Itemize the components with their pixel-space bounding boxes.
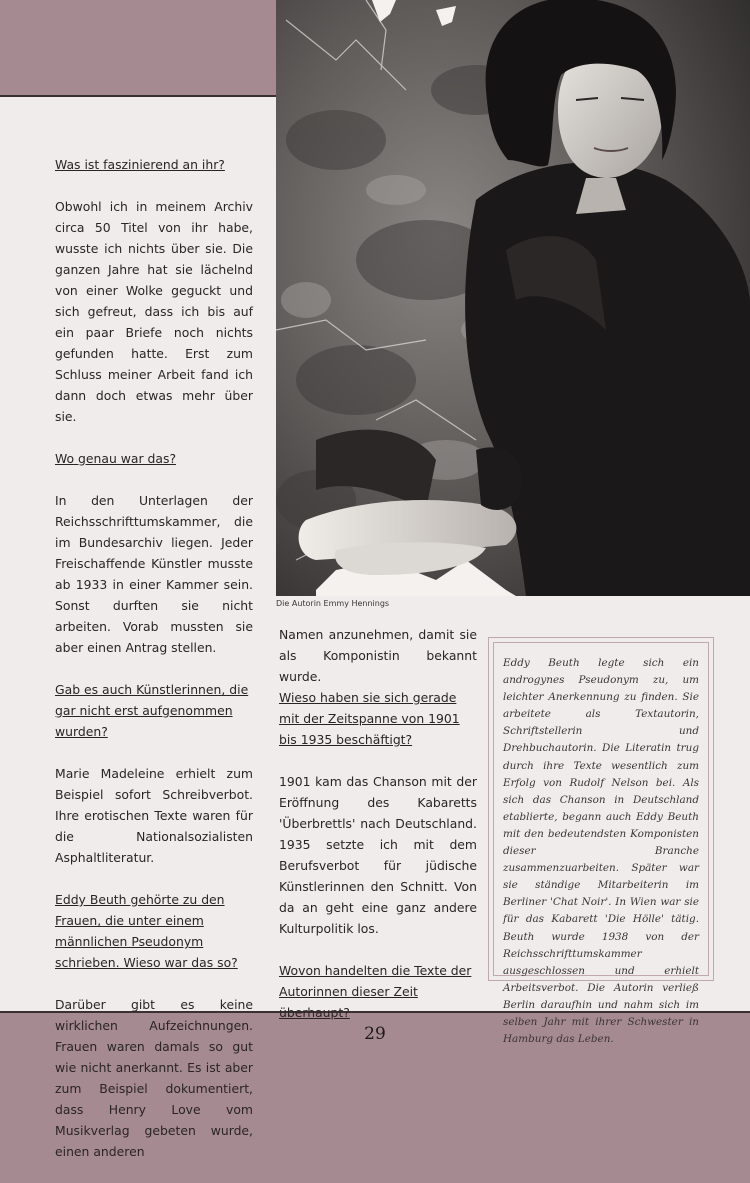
portrait-photo — [276, 0, 750, 596]
interview-question: Was ist faszinierend an ihr? — [55, 157, 225, 172]
interview-answer: Obwohl ich in meinem Archiv circa 50 Titel von ihr habe, wusste ich nichts über sie. Die ganzen Jahre hat sie lächelnd von einer Wolke geguckt und sich gefreut, dass ich bis auf ein paar Briefe noch nichts gefunden hatte. Erst zum Schluss meiner Arbeit fand ich dann doch etwas mehr über sie. — [55, 199, 253, 424]
text-column-middle — [279, 624, 477, 1044]
page-number: 29 — [364, 1024, 386, 1044]
interview-question: Wovon handelten die Texte der Autorinnen dieser Zeit überhaupt? — [279, 963, 472, 1020]
interview-answer: Darüber gibt es keine wirklichen Aufzeichnungen. Frauen waren damals so gut wie nicht anerkannt. Es ist aber zum Beispiel dokumentiert, dass Henry Love vom Musikverlag gebeten wurde, einen anderen — [55, 997, 253, 1159]
interview-answer: Namen anzunehmen, damit sie als Komponistin bekannt wurde. — [279, 627, 477, 684]
photo-caption: Die Autorin Emmy Hennings — [276, 599, 390, 608]
interview-answer: Marie Madeleine erhielt zum Beispiel sofort Schreibverbot. Ihre erotischen Texte waren für die Nationalsozialisten Asphaltliteratur. — [55, 766, 253, 865]
interview-answer: In den Unterlagen der Reichsschrifttumskammer, die im Bundesarchiv liegen. Jeder Freischaffende Künstler musste ab 1933 in einer Kammer sein. Sonst durften sie nicht arbeiten. Vorab mussten sie aber einen Antrag stellen. — [55, 493, 253, 655]
interview-question: Eddy Beuth gehörte zu den Frauen, die unter einem männlichen Pseudonym schrieben. Wieso war das so? — [55, 892, 238, 970]
sidebar-inner-frame — [493, 642, 709, 1046]
sidebar-text: Eddy Beuth legte sich ein androgynes Pseudonym zu, um leichter Anerkennung zu finden. Sie arbeitete als Textautorin, Schriftstellerin und Drehbuchautorin. Die Literatin trug durch ihre Texte wesentlich zum Erfolg von Rudolf Nelson bei. Als sich das Chanson in Deutschland etablierte, begann auch Eddy Beuth mit den bedeutendsten Komponisten dieser Branche zusammenzuarbeiten. Später war sie ständige Mitarbeiterin im Berliner 'Chat Noir'. In Wien war sie für das Kabarett 'Die Hölle' tätig. Beuth wurde 1938 von der Reichsschrifttumskammer ausgeschlossen und erhielt Arbeitsverbot. Die Autorin verließ Berlin daraufhin und nahm sich im selben Jahr mit ihrer Schwester in Hamburg das Leben. — [503, 657, 699, 1046]
interview-question: Wo genau war das? — [55, 451, 177, 466]
interview-answer: 1901 kam das Chanson mit der Eröffnung des Kabaretts 'Überbrettls' nach Deutschland. 1935 setzte ich mit dem Berufsverbot für jüdische Künstlerinnen den Schnitt. Von da an geht eine ganz andere Kulturpolitik los. — [279, 774, 477, 936]
interview-question: Gab es auch Künstlerinnen, die gar nicht erst aufgenommen wurden? — [55, 682, 249, 739]
divider-line — [0, 95, 276, 97]
interview-question: Wieso haben sie sich gerade mit der Zeitspanne von 1901 bis 1935 beschäftigt? — [279, 690, 460, 747]
sidebar-box — [488, 637, 714, 1046]
